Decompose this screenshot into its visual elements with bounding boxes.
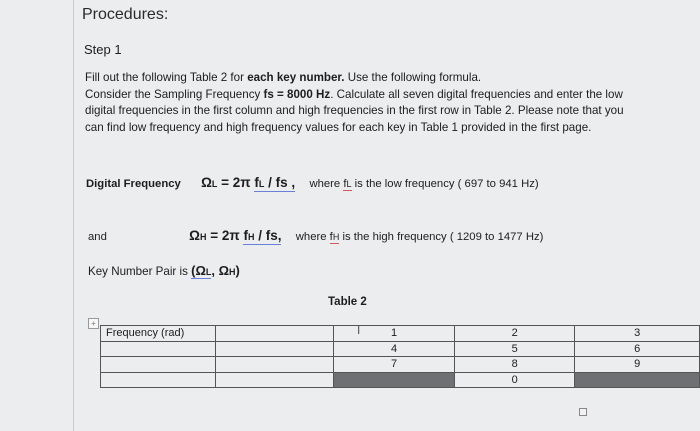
table-row [101, 326, 700, 342]
section-title: Procedures: [82, 6, 169, 23]
formula-high: ΩH = 2π fH / fs, [189, 228, 282, 243]
and-label: and [88, 231, 107, 243]
table-row [101, 357, 700, 373]
table-cell[interactable] [101, 341, 216, 357]
table-cell[interactable] [101, 372, 216, 388]
formula-high-where: where fH is the high frequency ( 1209 to 1477 Hz) [295, 231, 544, 243]
table-cell[interactable]: 7 [334, 357, 455, 373]
formula-low-where: where fL is the low frequency ( 697 to 941 Hz) [309, 178, 539, 190]
table-cell[interactable] [215, 341, 334, 357]
table-cell[interactable]: 8 [454, 357, 575, 373]
formula-label: Digital Frequency [86, 178, 181, 190]
key-number-pair: Key Number Pair is (ΩL, ΩH) [88, 263, 240, 278]
margin-rule [73, 0, 74, 431]
table-cell[interactable]: 5 [454, 341, 575, 357]
text-cursor-icon: I [357, 323, 361, 337]
table-resize-handle-icon[interactable] [579, 408, 587, 416]
table-row [101, 341, 700, 357]
table-cell-shaded [575, 372, 700, 388]
formula-low-row [86, 175, 539, 190]
instructions-paragraph: Fill out the following Table 2 for each key number. Use the following formula. Consider the Sampling Frequency fs = 8000 Hz. Calculate all seven digital frequencies and enter the low digital frequencies in the first column and high frequencies in the first row in Table 2. Please note that you can find low frequency and high frequency values for each key in Table 1 provided in the first page. [85, 71, 624, 134]
table-cell[interactable] [101, 357, 216, 373]
table-move-handle-icon[interactable]: + [88, 318, 99, 329]
table-cell[interactable] [215, 372, 334, 388]
table-cell[interactable] [215, 326, 334, 342]
table-cell-shaded [334, 372, 455, 388]
table-row [101, 372, 700, 388]
step-heading: Step 1 [84, 42, 122, 57]
table-cell[interactable] [215, 357, 334, 373]
table-cell[interactable]: 0 [454, 372, 575, 388]
table-2 [100, 325, 700, 388]
table-cell[interactable]: 9 [575, 357, 700, 373]
formula-low: ΩL = 2π fL / fs , [201, 175, 296, 190]
formula-high-row [88, 228, 543, 243]
table-caption: Table 2 [328, 296, 367, 308]
table-cell[interactable]: 4 [334, 341, 455, 357]
table-cell[interactable]: 1 [334, 326, 455, 342]
table-cell[interactable]: 3 [575, 326, 700, 342]
table-cell[interactable]: 6 [575, 341, 700, 357]
table-cell[interactable]: 2 [454, 326, 575, 342]
table-header-cell[interactable]: Frequency (rad) [101, 326, 216, 342]
